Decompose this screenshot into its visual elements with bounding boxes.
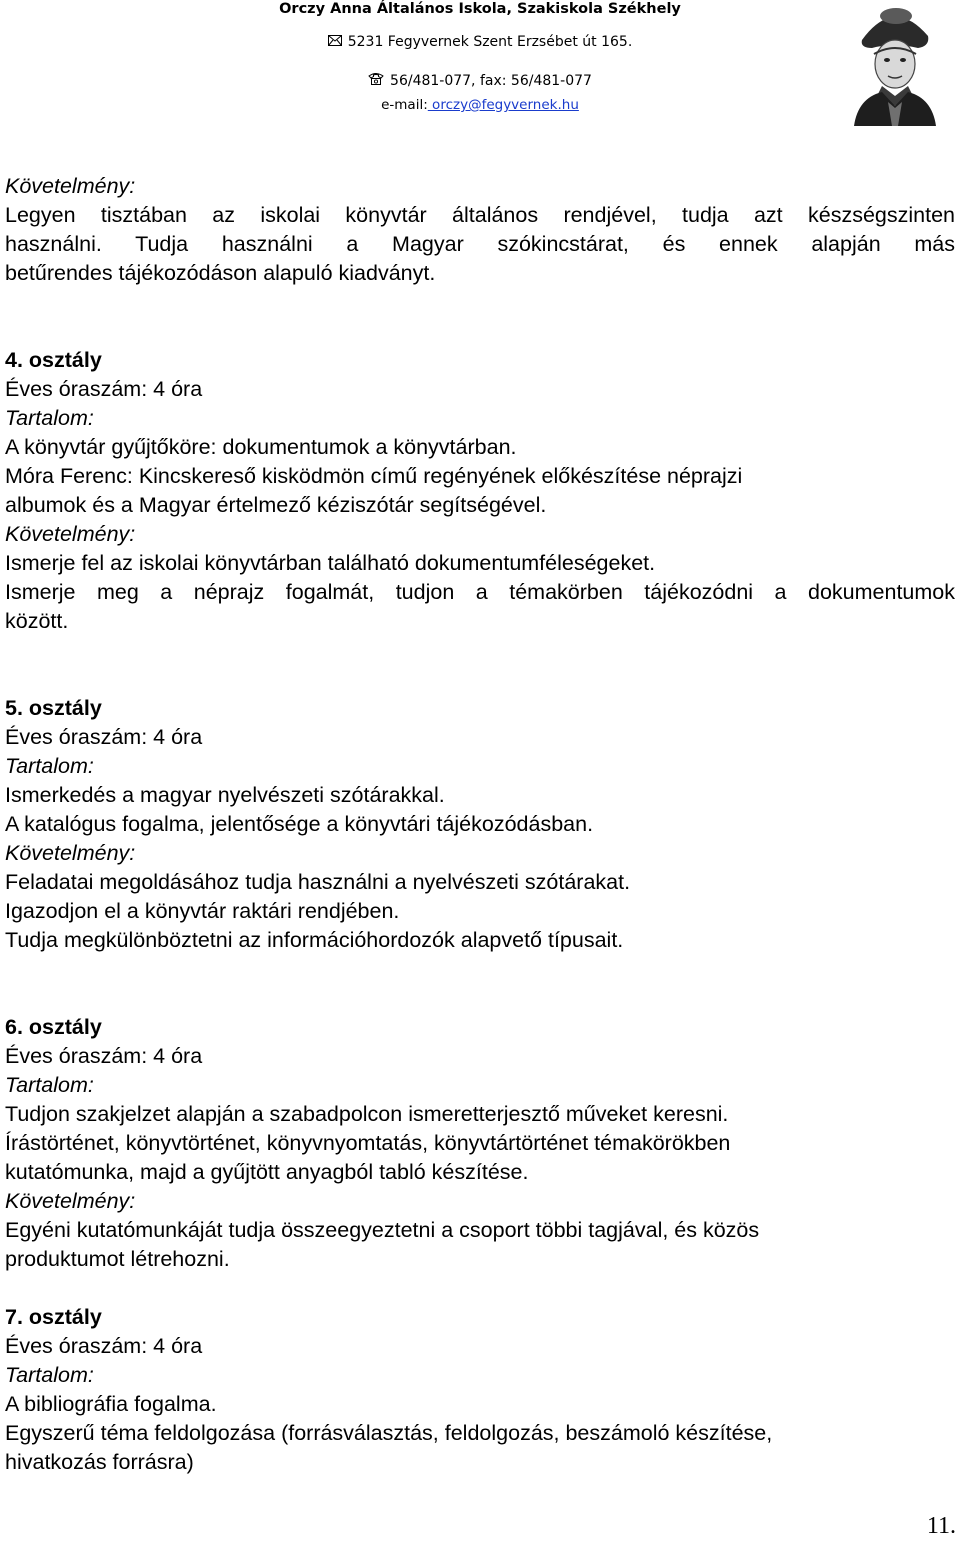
grade-6-content-line: Írástörténet, könyvtörténet, könyvnyomtatás, könyvtártörténet témakörökben	[5, 1131, 731, 1155]
school-phone	[0, 72, 960, 90]
grade-7-content-line: Egyszerű téma feldolgozása (forrásválasztás, feldolgozás, beszámoló készítése,	[5, 1421, 773, 1445]
grade-6-requirement-line: produktumot létrehozni.	[5, 1247, 230, 1271]
telephone-icon	[368, 72, 384, 90]
grade-4-content-line: A könyvtár gyűjtőköre: dokumentumok a könyvtárban.	[5, 435, 517, 459]
letterhead	[0, 0, 960, 130]
document-body	[5, 172, 955, 1477]
grade-4-title: 4. osztály	[5, 348, 102, 372]
grade-5-title: 5. osztály	[5, 696, 102, 720]
intro-requirement-line: használni. Tudja használni a Magyar szókincstárat, és ennek alapján más	[5, 232, 955, 256]
intro-requirement-line: betűrendes tájékozódáson alapuló kiadványt.	[5, 261, 436, 285]
grade-4-requirement-line: között.	[5, 609, 69, 633]
envelope-icon	[328, 33, 342, 51]
intro-requirement-label: Követelmény:	[5, 174, 136, 198]
portrait-icon	[832, 2, 956, 126]
school-email	[0, 96, 960, 114]
grade-4-content-line: Móra Ferenc: Kincskereső kisködmön című regényének előkészítése néprajzi	[5, 464, 743, 488]
grade-6-content-line: Tudjon szakjelzet alapján a szabadpolcon ismeretterjesztő műveket keresni.	[5, 1102, 729, 1126]
grade-7-hours: Éves óraszám: 4 óra	[5, 1334, 203, 1358]
grade-6-title: 6. osztály	[5, 1015, 102, 1039]
grade-4-requirement-line: Ismerje fel az iskolai könyvtárban található dokumentumféleségeket.	[5, 551, 656, 575]
school-name: Orczy Anna Általános Iskola, Szakiskola Székhely	[279, 1, 681, 17]
address-text: 5231 Fegyvernek Szent Erzsébet út 165.	[347, 34, 633, 50]
grade-6-requirement-label: Követelmény:	[5, 1189, 136, 1213]
email-link[interactable]: orczy@fegyvernek.hu	[427, 97, 579, 113]
grade-4-content-label: Tartalom:	[5, 406, 94, 430]
grade-5-requirement-line: Tudja megkülönböztetni az információhordozók alapvető típusait.	[5, 928, 624, 952]
grade-5-hours: Éves óraszám: 4 óra	[5, 725, 203, 749]
intro-requirement-line: Legyen tisztában az iskolai könyvtár általános rendjével, tudja azt készségszinten	[5, 203, 955, 227]
grade-6-content-label: Tartalom:	[5, 1073, 94, 1097]
grade-6-hours: Éves óraszám: 4 óra	[5, 1044, 203, 1068]
grade-4-hours: Éves óraszám: 4 óra	[5, 377, 203, 401]
phone-text: 56/481-077, fax: 56/481-077	[390, 73, 592, 89]
grade-4-requirement-label: Követelmény:	[5, 522, 136, 546]
grade-7-title: 7. osztály	[5, 1305, 102, 1329]
grade-6-content-line: kutatómunka, majd a gyűjtött anyagból tabló készítése.	[5, 1160, 529, 1184]
grade-5-requirement-label: Követelmény:	[5, 841, 136, 865]
grade-7-content-line: A bibliográfia fogalma.	[5, 1392, 217, 1416]
grade-7-content-line: hivatkozás forrásra)	[5, 1450, 194, 1474]
grade-5-requirement-line: Feladatai megoldásához tudja használni a nyelvészeti szótárakat.	[5, 870, 631, 894]
grade-5-content-line: A katalógus fogalma, jelentősége a könyvtári tájékozódásban.	[5, 812, 594, 836]
email-label: e-mail:	[381, 97, 428, 113]
grade-5-content-label: Tartalom:	[5, 754, 94, 778]
grade-6-requirement-line: Egyéni kutatómunkáját tudja összeegyeztetni a csoport többi tagjával, és közös	[5, 1218, 760, 1242]
grade-5-requirement-line: Igazodjon el a könyvtár raktári rendjében.	[5, 899, 400, 923]
grade-4-content-line: albumok és a Magyar értelmező kéziszótár segítségével.	[5, 493, 547, 517]
grade-7-content-label: Tartalom:	[5, 1363, 94, 1387]
school-address	[0, 33, 960, 51]
page-number: 11.	[926, 1513, 956, 1539]
grade-4-requirement-line: Ismerje meg a néprajz fogalmát, tudjon a témakörben tájékozódni a dokumentumok	[5, 580, 955, 604]
grade-5-content-line: Ismerkedés a magyar nyelvészeti szótárakkal.	[5, 783, 445, 807]
